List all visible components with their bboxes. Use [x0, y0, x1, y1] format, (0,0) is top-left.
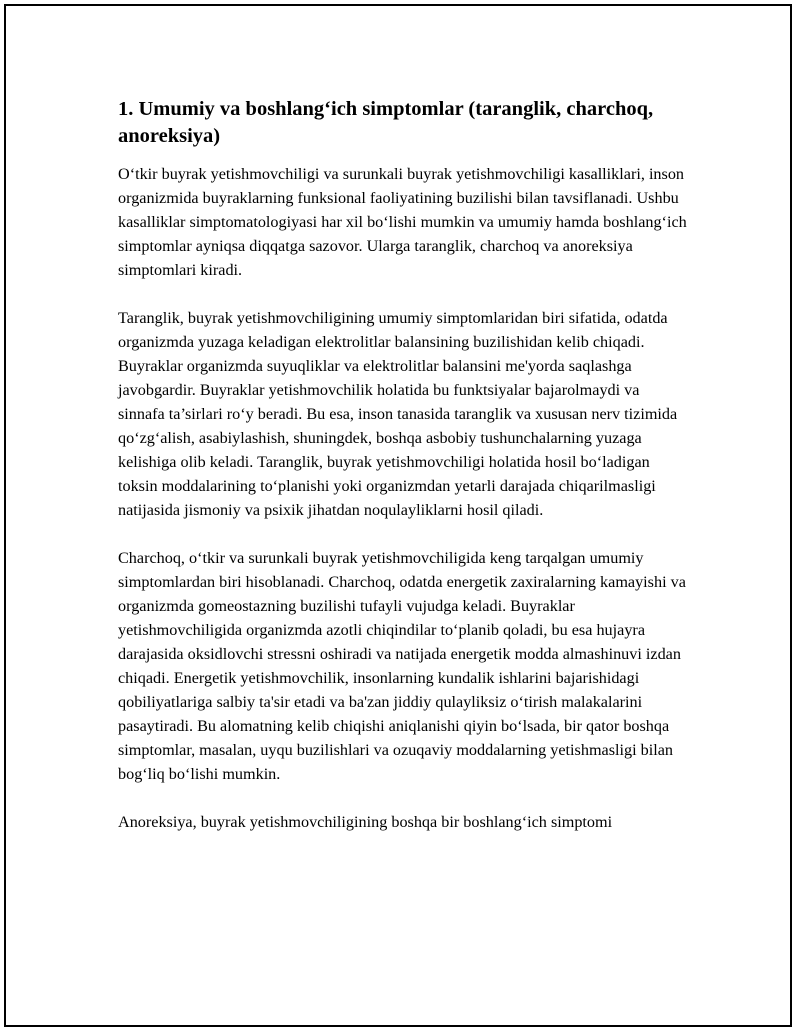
section-heading: 1. Umumiy va boshlang‘ich simptomlar (taranglik, charchoq, anoreksiya): [118, 98, 654, 147]
paragraph-taranglik: Taranglik, buyrak yetishmovchiligining umumiy simptomlaridan biri sifatida, odatda organizmda yuzaga keladigan elektrolitlar balansining buzilishidan kelib chiqadi. Buyraklar organizmda suyuqliklar va elektrolitlar balansini me'yorda saqlashga javobgardir. Buyraklar yetishmovchilik holatida bu funktsiyalar bajarolmaydi va sinnafa ta’sirlari ro‘y beradi. Bu esa, inson tanasida taranglik va xususan nerv tizimida qo‘zg‘alish, asabiylashish, shuningdek, boshqa asbobiy tushunchalarning yuzaga kelishiga olib keladi. Taranglik, buyrak yetishmovchiligi holatida hosil bo‘ladigan toksin moddalarining to‘planishi yoki organizmdan yetarli darajada chiqarilmasligi natijasida jismoniy va psixik jihatdan noqulayliklarni hosil qiladi.: [118, 309, 678, 519]
paragraph-intro: O‘tkir buyrak yetishmovchiligi va surunkali buyrak yetishmovchiligi kasalliklari, inson organizmida buyraklarning funksional faoliyatining buzilishi bilan tavsiflanadi. Ushbu kasalliklar simptomatologiyasi har xil bo‘lishi mumkin va umumiy hamda boshlang‘ich simptomlar ayniqsa diqqatga sazovor. Ularga taranglik, charchoq va anoreksiya simptomlari kiradi.: [118, 165, 687, 279]
paragraph-charchoq: Charchoq, o‘tkir va surunkali buyrak yetishmovchiligida keng tarqalgan umumiy simptomlardan biri hisoblanadi. Charchoq, odatda energetik zaxiralarning kamayishi va organizmda gomeostazning buzilishi tufayli vujudga keladi. Buyraklar yetishmovchiligida organizmda azotli chiqindilar to‘planib qoladi, bu esa hujayra darajasida oksidlovchi stressni oshiradi va natijada energetik modda almashinuvi izdan chiqadi. Energetik yetishmovchilik, insonlarning kundalik ishlarini bajarishidagi qobiliyatlariga salbiy ta'sir etadi va ba'zan jiddiy qulayliksiz o‘tirish malakalarini pasaytiradi. Bu alomatning kelib chiqishi aniqlanishi qiyin bo‘lsada, bir qator boshqa simptomlar, masalan, uyqu buzilishlari va ozuqaviy moddalarning yetishmasligi bilan bog‘liq bo‘lishi mumkin.: [118, 549, 686, 783]
paragraph-anoreksiya: Anoreksiya, buyrak yetishmovchiligining boshqa bir boshlang‘ich simptomi: [118, 813, 613, 831]
document-body: [118, 96, 688, 858]
